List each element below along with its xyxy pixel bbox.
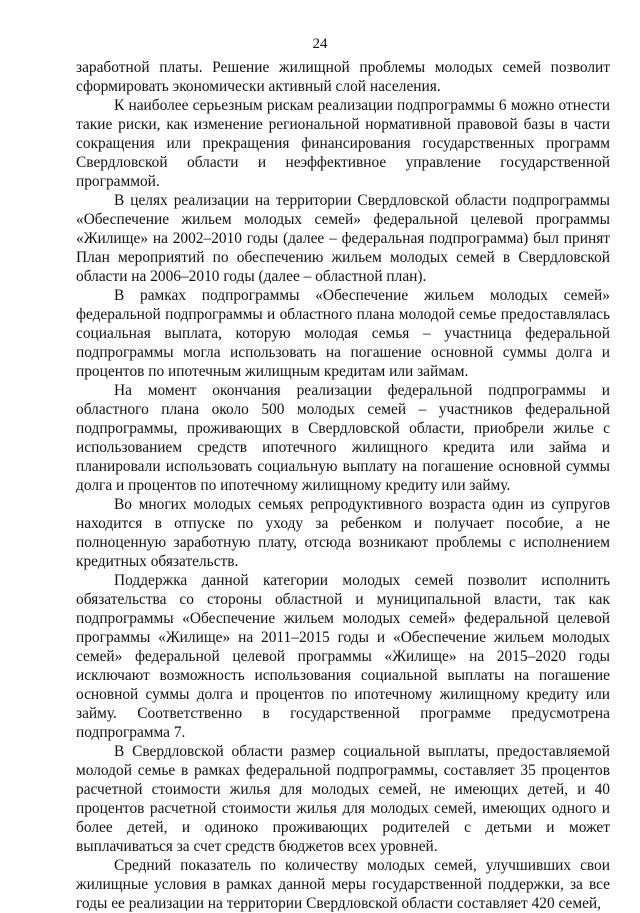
paragraph-maternity-leave: Во многих молодых семьях репродуктивного возраста один из супругов находится в отпуске по уходу за ребенком и получает пособие, а не полноценную заработную плату, отсюда возникают проблемы с исполнением кредитных обязательств. bbox=[76, 496, 610, 570]
paragraph-federal-subprogram: В целях реализации на территории Свердловской области подпрограммы «Обеспечение жильем молодых семей» федеральной целевой программы «Жилище» на 2002–2010 годы (далее – федеральная подпрограмма) был принят План мероприятий по обеспечению жильем молодых семей в Свердловской области на 2006–2010 годы (далее – областной план). bbox=[76, 192, 610, 285]
paragraph-risks: К наиболее серьезным рискам реализации подпрограммы 6 можно отнести такие риски, как изменение региональной нормативной правовой базы в части сокращения или прекращения финансирования государственных программ Свердловской области и неэффективное управление государственной программой. bbox=[76, 97, 610, 190]
paragraph-continuation: заработной платы. Решение жилищной проблемы молодых семей позволит сформировать экономически активный слой населения. bbox=[76, 59, 610, 95]
paragraph-support: Поддержка данной категории молодых семей позволит исполнить обязательства со стороны областной и муниципальной власти, так как подпрограммы «Обеспечение жильем молодых семей» федеральной целевой программы «Жилище» на 2011–2015 годы и «Обеспечение жильем молодых семей» федеральной целевой программы «Жилище» на 2015–2020 годы исключают возможность использования социальной выплаты на погашение основной суммы долга и процентов по ипотечному жилищному кредиту или займу. Соответственно в государственной программе предусмотрена подпрограмма 7. bbox=[76, 572, 610, 741]
paragraph-payment-size: В Свердловской области размер социальной выплаты, предоставляемой молодой семье в рамках федеральной подпрограммы, составляет 35 процентов расчетной стоимости жилья для молодых семей, не имеющих детей, и 40 процентов расчетной стоимости жилья для молодых семей, имеющих одного и более детей, и одиноко проживающих родителей с детьми и может выплачиваться за счет средств бюджетов всех уровней. bbox=[76, 743, 610, 855]
paragraph-social-payment: В рамках подпрограммы «Обеспечение жильем молодых семей» федеральной подпрограммы и областного плана молодой семье предоставлялась социальная выплата, которую молодая семья – участница федеральной подпрограммы могла использовать на погашение основной суммы долга и процентов по ипотечным жилищным кредитам или займам. bbox=[76, 287, 610, 380]
paragraph-average-indicator: Средний показатель по количеству молодых семей, улучшивших свои жилищные условия в рамках данной меры государственной поддержки, за все годы ее реализации на территории Свердловской области составляет 420 семей, bbox=[76, 857, 610, 912]
paragraph-program-end: На момент окончания реализации федеральной подпрограммы и областного плана около 500 молодых семей – участников федеральной подпрограммы, проживающих в Свердловской области, приобрели жилье с использованием средств ипотечного жилищного кредита или займа и планировали использовать социальную выплату на погашение основной суммы долга и процентов по ипотечному жилищному кредиту или займу. bbox=[76, 382, 610, 494]
page-number: 24 bbox=[312, 36, 328, 52]
document-body bbox=[76, 58, 610, 913]
